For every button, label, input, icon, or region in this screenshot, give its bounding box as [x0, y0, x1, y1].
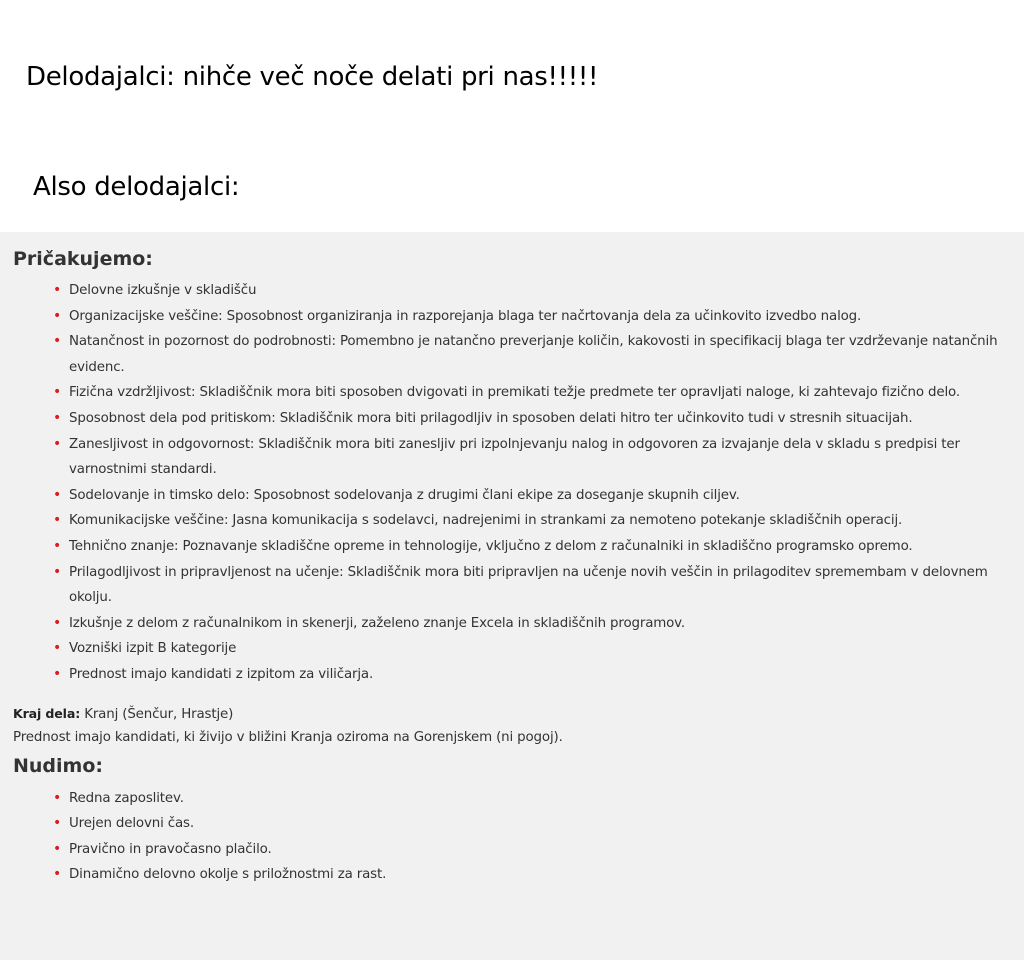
- bullet-icon: •: [53, 307, 62, 324]
- requirements-heading: Pričakujemo:: [13, 248, 153, 270]
- requirement-item: • Sodelovanje in timsko delo: Sposobnost sodelovanja z drugimi člani ekipe za doseganje skupnih ciljev.: [53, 483, 1010, 509]
- offer-item: • Redna zaposlitev.: [53, 786, 1010, 812]
- meme-caption-area: [0, 0, 1024, 232]
- meme-caption-line-1: Delodajalci: nihče več noče delati pri nas!!!!!: [26, 62, 599, 92]
- bullet-icon: •: [53, 866, 62, 883]
- offer-item: • Pravično in pravočasno plačilo.: [53, 837, 1010, 863]
- requirement-item: • Fizična vzdržljivost: Skladiščnik mora biti sposoben dvigovati in premikati težje predmete ter opravljati naloge, ki zahtevajo fizično delo.: [53, 380, 1010, 406]
- requirement-item: • Zanesljivost in odgovornost: Skladiščnik mora biti zanesljiv pri izpolnjevanju nalog in odgovoren za izvajanje dela v skladu s predpisi ter varnostnimi standardi.: [53, 432, 1010, 483]
- work-location-note: Prednost imajo kandidati, ki živijo v bližini Kranja oziroma na Gorenjskem (ni pogoj).: [13, 729, 563, 745]
- bullet-icon: •: [53, 815, 62, 832]
- offer-list: [13, 786, 1010, 888]
- bullet-icon: •: [53, 333, 62, 350]
- bullet-icon: •: [53, 409, 62, 426]
- requirement-item: • Delovne izkušnje v skladišču: [53, 278, 1010, 304]
- bullet-icon: •: [53, 384, 62, 401]
- bullet-icon: •: [53, 486, 62, 503]
- bullet-icon: •: [53, 282, 62, 298]
- work-location: [13, 702, 1010, 749]
- requirement-item: • Vozniški izpit B kategorije: [53, 636, 1010, 662]
- bullet-icon: •: [53, 840, 62, 857]
- requirement-item: • Sposobnost dela pod pritiskom: Skladiščnik mora biti prilagodljiv in sposoben delati hitro ter učinkovito tudi v stresnih situacijah.: [53, 406, 1010, 432]
- requirement-item: • Prednost imajo kandidati z izpitom za viličarja.: [53, 662, 1010, 688]
- offer-heading: Nudimo:: [13, 754, 103, 777]
- bullet-icon: •: [53, 789, 62, 806]
- requirement-item: • Organizacijske veščine: Sposobnost organiziranja in razporejanja blaga ter načrtovanja dela za učinkovito izvedbo nalog.: [53, 304, 1010, 330]
- work-location-value: Kranj (Šenčur, Hrastje): [84, 706, 234, 722]
- bullet-icon: •: [53, 537, 62, 554]
- bullet-icon: •: [53, 614, 62, 631]
- offer-item: • Urejen delovni čas.: [53, 811, 1010, 837]
- bullet-icon: •: [53, 640, 62, 657]
- requirement-item: • Izkušnje z delom z računalnikom in skenerji, zaželeno znanje Excela in skladiščnih programov.: [53, 611, 1010, 637]
- requirement-item: • Natančnost in pozornost do podrobnosti: Pomembno je natančno preverjanje količin, kakovosti in specifikacij blaga ter vzdrževanje natančnih evidenc.: [53, 329, 1010, 380]
- bullet-icon: •: [53, 665, 62, 682]
- meme-caption-line-2: Also delodajalci:: [33, 172, 240, 202]
- offer-item: • Dinamično delovno okolje s priložnostmi za rast.: [53, 862, 1010, 888]
- work-location-label: Kraj dela:: [13, 705, 81, 721]
- bullet-icon: •: [53, 512, 62, 529]
- requirements-list: [13, 278, 1010, 688]
- requirement-item: • Komunikacijske veščine: Jasna komunikacija s sodelavci, nadrejenimi in strankami za nemoteno potekanje skladiščnih operacij.: [53, 508, 1010, 534]
- job-posting-panel: [0, 232, 1024, 960]
- requirement-item: • Prilagodljivost in pripravljenost na učenje: Skladiščnik mora biti pripravljen na učenje novih veščin in prilagoditev spremembam v delovnem okolju.: [53, 560, 1010, 611]
- work-location-line: [13, 702, 1010, 726]
- requirement-item: • Tehnično znanje: Poznavanje skladiščne opreme in tehnologije, vključno z delom z računalniki in skladiščno programsko opremo.: [53, 534, 1010, 560]
- bullet-icon: •: [53, 435, 62, 452]
- bullet-icon: •: [53, 563, 62, 580]
